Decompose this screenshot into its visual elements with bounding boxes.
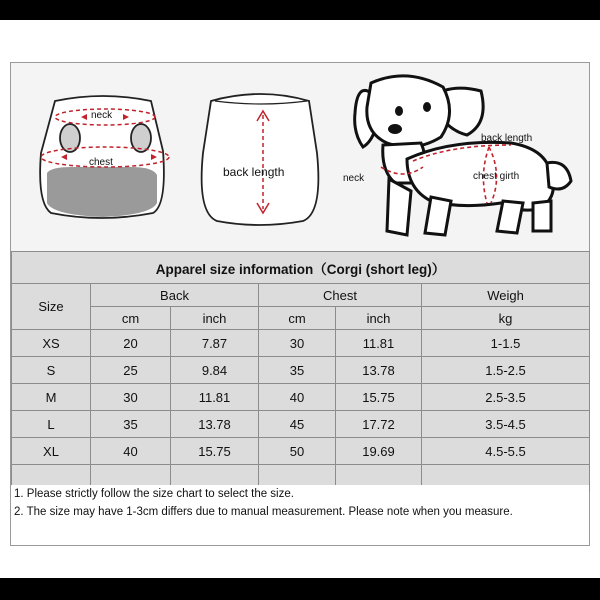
chest-header: Chest (259, 284, 422, 307)
size-cell: XS (12, 330, 91, 357)
table-title: Apparel size information（Corgi (short leg)） (12, 252, 590, 284)
weight-cell: 1.5-2.5 (422, 357, 590, 384)
unit-cell: cm (259, 307, 336, 330)
weight-cell: 1-1.5 (422, 330, 590, 357)
note-2: 2. The size may have 1-3cm differs due to manual measurement. Please note when you measure. (14, 506, 513, 518)
weight-cell: 4.5-5.5 (422, 438, 590, 465)
bottom-black-bar (0, 578, 600, 600)
back-cm-cell: 40 (91, 438, 171, 465)
chest-cm-cell: 45 (259, 411, 336, 438)
size-cell: XL (12, 438, 91, 465)
table-row (12, 384, 590, 411)
unit-cell: cm (91, 307, 171, 330)
chest-cm-cell: 50 (259, 438, 336, 465)
unit-cell: inch (171, 307, 259, 330)
unit-cell: kg (422, 307, 590, 330)
back-inch-cell: 11.81 (171, 384, 259, 411)
chest-cm-cell: 30 (259, 330, 336, 357)
notes-section (11, 485, 589, 545)
table-row (12, 330, 590, 357)
back-cm-cell: 30 (91, 384, 171, 411)
size-cell: S (12, 357, 91, 384)
neck-label-vest: neck (91, 110, 113, 121)
back-cm-cell: 20 (91, 330, 171, 357)
weight-cell: 3.5-4.5 (422, 411, 590, 438)
chest-cm-cell: 40 (259, 384, 336, 411)
chest-girth-label-dog: chest girth (473, 171, 520, 182)
back-length-label-vest: back length (223, 165, 285, 179)
vest-back-drawing (202, 94, 319, 225)
back-inch-cell: 9.84 (171, 357, 259, 384)
size-cell: M (12, 384, 91, 411)
back-inch-cell: 7.87 (171, 330, 259, 357)
table-row (12, 411, 590, 438)
size-header: Size (12, 284, 91, 330)
size-cell: L (12, 411, 91, 438)
measurement-illustration (11, 63, 589, 251)
table-title-row (12, 252, 590, 284)
back-header: Back (91, 284, 259, 307)
chest-label-vest: chest (89, 157, 113, 168)
unit-cell: inch (336, 307, 422, 330)
chest-cm-cell: 35 (259, 357, 336, 384)
table-row (12, 357, 590, 384)
chest-inch-cell: 13.78 (336, 357, 422, 384)
table-units-row (12, 307, 590, 330)
chest-inch-cell: 11.81 (336, 330, 422, 357)
table-header-row (12, 284, 590, 307)
back-cm-cell: 25 (91, 357, 171, 384)
back-inch-cell: 15.75 (171, 438, 259, 465)
chest-inch-cell: 15.75 (336, 384, 422, 411)
back-length-label-dog: back length (481, 133, 533, 144)
weight-cell: 2.5-3.5 (422, 384, 590, 411)
table-row (12, 438, 590, 465)
note-1: 1. Please strictly follow the size chart to select the size. (14, 488, 294, 500)
weight-header: Weigh (422, 284, 590, 307)
top-black-bar (0, 0, 600, 20)
size-table (11, 251, 590, 492)
back-cm-cell: 35 (91, 411, 171, 438)
back-inch-cell: 13.78 (171, 411, 259, 438)
dog-drawing (355, 76, 571, 235)
chest-inch-cell: 19.69 (336, 438, 422, 465)
chest-inch-cell: 17.72 (336, 411, 422, 438)
neck-label-dog: neck (343, 173, 365, 184)
